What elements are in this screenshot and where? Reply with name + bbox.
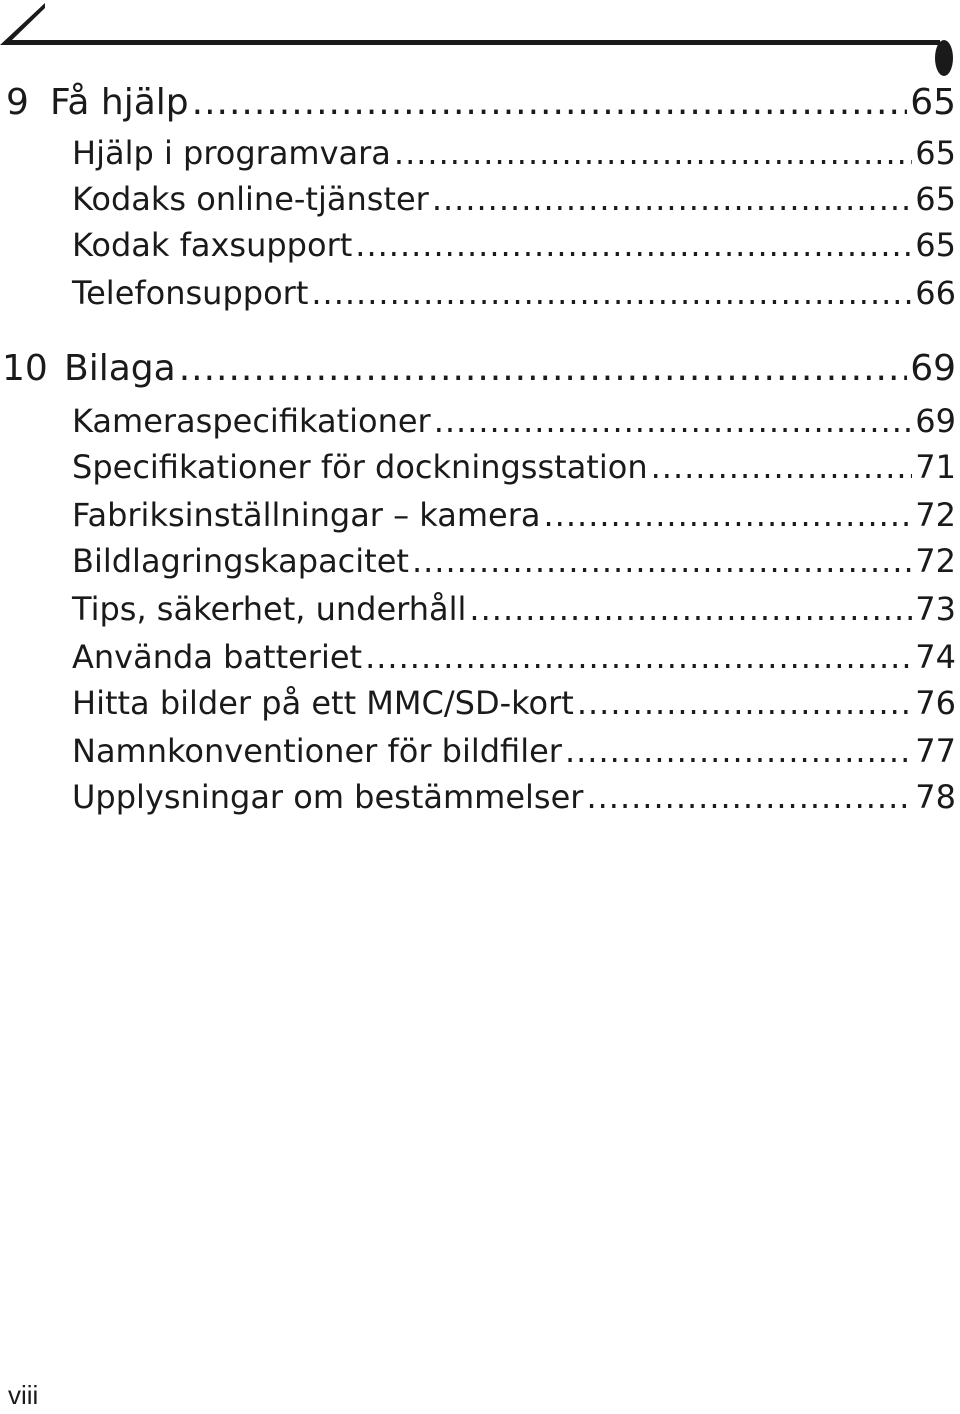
header-rule-decoration xyxy=(0,0,960,80)
leader-dots xyxy=(192,82,908,123)
leader-dots xyxy=(365,638,912,676)
section-page-number: 66 xyxy=(915,274,956,312)
section-page-number: 65 xyxy=(915,226,956,264)
leader-dots xyxy=(179,348,908,389)
toc-section[interactable] xyxy=(72,638,960,676)
toc-chapter-10[interactable] xyxy=(0,348,960,389)
section-title: Tips, säkerhet, underhåll xyxy=(72,590,467,628)
section-title: Kodaks online-tjänster xyxy=(72,180,429,218)
chapter-page-number: 69 xyxy=(910,348,956,389)
leader-dots xyxy=(544,496,913,534)
section-title: Specifikationer för dockningsstation xyxy=(72,448,648,486)
section-title: Kameraspecifikationer xyxy=(72,402,431,440)
section-page-number: 77 xyxy=(915,732,956,770)
section-page-number: 72 xyxy=(915,542,956,580)
toc-section[interactable] xyxy=(72,134,960,172)
section-title: Hitta bilder på ett MMC/SD-kort xyxy=(72,684,574,722)
toc-section[interactable] xyxy=(72,448,960,486)
leader-dots xyxy=(469,590,912,628)
chapter-number: 9 xyxy=(6,82,29,123)
leader-dots xyxy=(311,274,912,312)
toc-section[interactable] xyxy=(72,778,960,816)
leader-dots xyxy=(432,180,912,218)
section-page-number: 65 xyxy=(915,134,956,172)
leader-dots xyxy=(412,542,912,580)
toc-section[interactable] xyxy=(72,496,960,534)
section-title: Telefonsupport xyxy=(72,274,309,312)
leader-dots xyxy=(565,732,912,770)
section-page-number: 72 xyxy=(915,496,956,534)
leader-dots xyxy=(651,448,913,486)
toc-section[interactable] xyxy=(72,590,960,628)
section-page-number: 73 xyxy=(915,590,956,628)
section-title: Kodak faxsupport xyxy=(72,226,353,264)
toc-section[interactable] xyxy=(72,180,960,218)
section-title: Bildlagringskapacitet xyxy=(72,542,409,580)
section-page-number: 78 xyxy=(915,778,956,816)
toc-section[interactable] xyxy=(72,226,960,264)
chapter-page-number: 65 xyxy=(910,82,956,123)
toc-chapter-9[interactable] xyxy=(0,82,960,123)
toc-section[interactable] xyxy=(72,402,960,440)
chapter-title: Få hjälp xyxy=(50,82,189,123)
footer-page-number: viii xyxy=(8,1380,39,1410)
toc-section[interactable] xyxy=(72,542,960,580)
rule-end-cap xyxy=(935,40,953,76)
leader-dots xyxy=(586,778,912,816)
chapter-number: 10 xyxy=(2,348,48,389)
leader-dots xyxy=(577,684,912,722)
toc-section[interactable] xyxy=(72,274,960,312)
chapter-title: Bilaga xyxy=(64,348,176,389)
leader-dots xyxy=(434,402,913,440)
section-page-number: 71 xyxy=(915,448,956,486)
leader-dots xyxy=(355,226,912,264)
section-title: Namnkonventioner för bildfiler xyxy=(72,732,562,770)
toc-section[interactable] xyxy=(72,732,960,770)
corner-wedge-icon xyxy=(0,3,940,45)
section-title: Upplysningar om bestämmelser xyxy=(72,778,584,816)
leader-dots xyxy=(394,134,912,172)
section-title: Fabriksinställningar – kamera xyxy=(72,496,541,534)
section-title: Använda batteriet xyxy=(72,638,363,676)
section-page-number: 65 xyxy=(915,180,956,218)
toc-section[interactable] xyxy=(72,684,960,722)
section-page-number: 76 xyxy=(915,684,956,722)
section-page-number: 74 xyxy=(915,638,956,676)
section-title: Hjälp i programvara xyxy=(72,134,391,172)
section-page-number: 69 xyxy=(915,402,956,440)
